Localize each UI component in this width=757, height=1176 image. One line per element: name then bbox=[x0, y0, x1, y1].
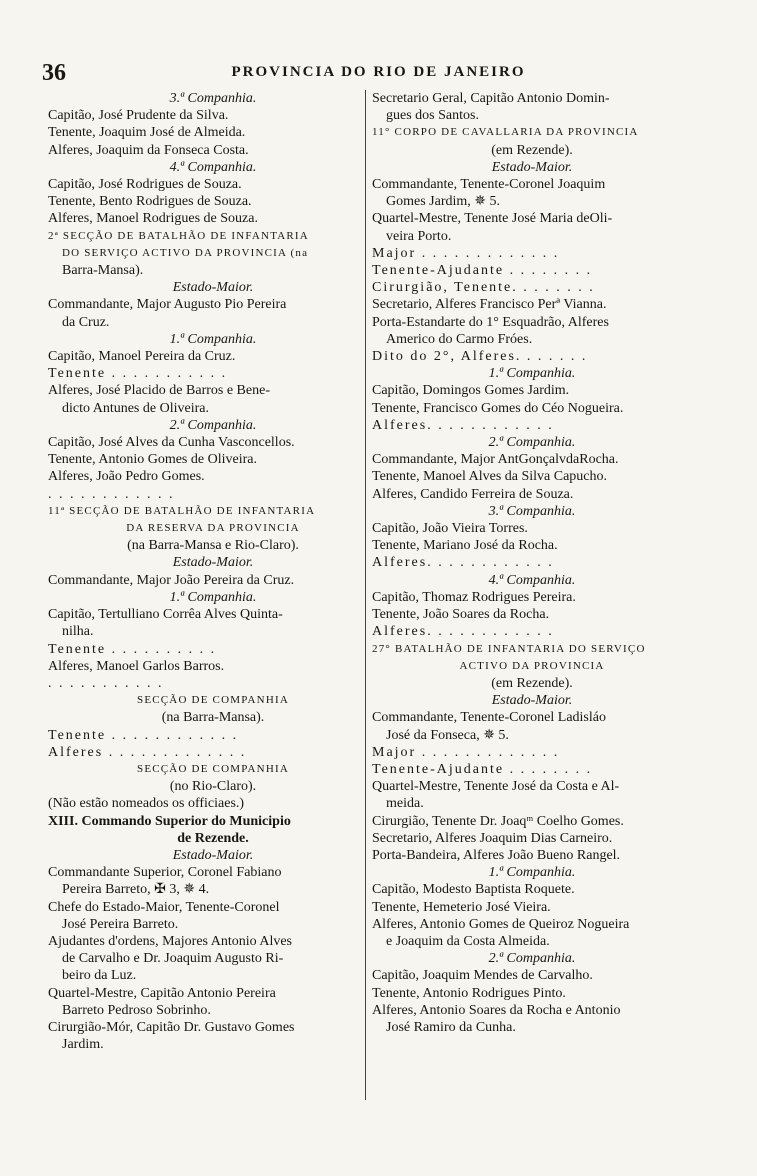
right-column-line: Porta-Bandeira, Alferes João Bueno Rangel. bbox=[372, 847, 621, 863]
left-column-line: Chefe do Estado-Maior, Tenente-Coronel bbox=[48, 899, 280, 915]
left-column-line: Capitão, José Alves da Cunha Vasconcellos. bbox=[48, 435, 295, 451]
right-column-line: 4.ª Companhia. bbox=[488, 572, 576, 588]
right-column-line: ACTIVO DA PROVINCIA bbox=[459, 659, 605, 672]
right-column-line: Alferes. . . . . . . . . . . . bbox=[372, 417, 554, 433]
left-column-line: Quartel-Mestre, Capitão Antonio Pereira bbox=[48, 985, 276, 1001]
left-column-line: Commandante Superior, Coronel Fabiano bbox=[48, 865, 282, 881]
left-column-line: nilha. bbox=[62, 624, 94, 640]
left-column-line: de Carvalho e Dr. Joaquim Augusto Ri- bbox=[62, 951, 284, 967]
left-column-line: . . . . . . . . . . . bbox=[48, 675, 164, 691]
right-column-line: Major . . . . . . . . . . . . . bbox=[372, 744, 560, 760]
right-column-line: Commandante, Tenente-Coronel Joaquim bbox=[372, 177, 606, 193]
left-column-line: Tenente . . . . . . . . . . . . bbox=[48, 727, 239, 743]
right-column-line: 11° CORPO DE CAVALLARIA DA PROVINCIA bbox=[372, 126, 639, 139]
left-column-line: Pereira Barreto, ✠ 3, ✵ 4. bbox=[62, 882, 210, 898]
right-column-line: Capitão, Thomaz Rodrigues Pereira. bbox=[372, 589, 576, 605]
left-column-line: Alferes, Manoel Garlos Barros. bbox=[48, 658, 225, 674]
right-column-line: 1.ª Companhia. bbox=[488, 865, 576, 881]
left-column-line: 3.ª Companhia. bbox=[169, 91, 257, 106]
left-column-line: Barreto Pedroso Sobrinho. bbox=[62, 1002, 211, 1018]
left-column-line: Tenente . . . . . . . . . . . bbox=[48, 366, 228, 382]
right-column-line: Secretario, Alferes Joaquim Dias Carneiro. bbox=[372, 830, 613, 846]
right-column-line: Americo do Carmo Fróes. bbox=[386, 331, 533, 347]
left-column-line: 2.ª Companhia. bbox=[169, 417, 257, 433]
left-column-line: Cirurgião-Mór, Capitão Dr. Gustavo Gomes bbox=[48, 1019, 295, 1035]
right-column-line: Estado-Maior. bbox=[491, 693, 573, 709]
right-column-line: Quartel-Mestre, Tenente José da Costa e Al- bbox=[372, 779, 620, 795]
right-column bbox=[372, 90, 692, 1036]
left-column-line: 2ª SECÇÃO DE BATALHÃO DE INFANTARIA bbox=[48, 229, 309, 242]
left-column-line: Capitão, Manoel Pereira da Cruz. bbox=[48, 349, 236, 365]
right-column-line: Alferes, Candido Ferreira de Souza. bbox=[372, 486, 574, 502]
right-column-line: Tenente, Antonio Rodrigues Pinto. bbox=[372, 985, 566, 1001]
left-column-line: Tenente, Joaquim José de Almeida. bbox=[48, 125, 246, 141]
right-column-line: Alferes. . . . . . . . . . . . bbox=[372, 555, 554, 571]
left-column-line: da Cruz. bbox=[62, 314, 110, 330]
left-column-line: (no Rio-Claro). bbox=[169, 779, 257, 795]
right-column-line: Dito do 2°, Alferes. . . . . . . bbox=[372, 349, 588, 365]
right-column-line: Commandante, Tenente-Coronel Ladisláo bbox=[372, 710, 606, 726]
left-column-line: Commandante, Major João Pereira da Cruz. bbox=[48, 572, 295, 588]
right-column-line: Estado-Maior. bbox=[491, 159, 573, 175]
right-column-line: Secretario Geral, Capitão Antonio Domin- bbox=[372, 91, 610, 106]
right-column-line: 3.ª Companhia. bbox=[488, 503, 576, 519]
right-column-line: 1.ª Companhia. bbox=[488, 366, 576, 382]
left-column-line: Capitão, José Rodrigues de Souza. bbox=[48, 177, 242, 193]
left-column-line: DO SERVIÇO ACTIVO DA PROVINCIA (na bbox=[62, 246, 309, 259]
right-column-line: (em Rezende). bbox=[491, 675, 573, 691]
left-column-line: DA RESERVA DA PROVINCIA bbox=[126, 522, 300, 535]
right-column-line: veira Porto. bbox=[386, 228, 452, 244]
left-column-line: (Não estão nomeados os officiaes.) bbox=[48, 796, 245, 812]
left-column-line: Alferes, José Placido de Barros e Bene- bbox=[48, 383, 270, 399]
right-column-line: Porta-Estandarte do 1° Esquadrão, Alferes bbox=[372, 314, 609, 330]
left-column-line: Jardim. bbox=[62, 1037, 104, 1053]
left-column-line: Capitão, José Prudente da Silva. bbox=[48, 108, 229, 124]
left-column-line: SECÇÃO DE COMPANHIA bbox=[137, 762, 289, 775]
right-column-line: Capitão, Modesto Baptista Roquete. bbox=[372, 882, 575, 898]
left-column-line: Barra-Mansa). bbox=[62, 263, 144, 279]
left-column-line: 1.ª Companhia. bbox=[169, 589, 257, 605]
column-divider bbox=[365, 90, 366, 1100]
left-column-line: dicto Antunes de Oliveira. bbox=[62, 400, 209, 416]
right-column-line: Secretario, Alferes Francisco Perª Vianna. bbox=[372, 297, 607, 313]
right-column-line: e Joaquim da Costa Almeida. bbox=[386, 933, 550, 949]
right-column-line: Tenente, João Soares da Rocha. bbox=[372, 607, 550, 623]
right-column-line: Capitão, João Vieira Torres. bbox=[372, 521, 528, 537]
page-number: 36 bbox=[42, 60, 66, 86]
left-column-line: Estado-Maior. bbox=[172, 280, 254, 296]
right-column-line: 27° BATALHÃO DE INFANTARIA DO SERVIÇO bbox=[372, 642, 646, 655]
right-column-line: Tenente, Mariano José da Rocha. bbox=[372, 538, 558, 554]
left-column-line: (na Barra-Mansa). bbox=[161, 710, 265, 726]
left-column-line: 4.ª Companhia. bbox=[169, 159, 257, 175]
right-column-line: Tenente, Francisco Gomes do Céo Nogueira. bbox=[372, 400, 624, 416]
left-column-line: Estado-Maior. bbox=[172, 847, 254, 863]
right-column-line: Commandante, Major AntGonçalvdaRocha. bbox=[372, 452, 619, 468]
right-column-line: Tenente, Manoel Alves da Silva Capucho. bbox=[372, 469, 608, 485]
right-column-line: Alferes, Antonio Gomes de Queiroz Nogueira bbox=[372, 916, 630, 932]
right-column-line: Tenente-Ajudante . . . . . . . . bbox=[372, 761, 593, 777]
right-column-line: Alferes, Antonio Soares da Rocha e Antonio bbox=[372, 1002, 621, 1018]
right-column-line: Tenente, Hemeterio José Vieira. bbox=[372, 899, 551, 915]
right-column-line: Cirurgião, Tenente. . . . . . . . bbox=[372, 280, 595, 296]
right-column-line: meida. bbox=[386, 796, 424, 812]
left-column-line: Alferes . . . . . . . . . . . . . bbox=[48, 744, 247, 760]
right-column-line: Major . . . . . . . . . . . . . bbox=[372, 245, 560, 261]
left-column-line: Alferes, Manoel Rodrigues de Souza. bbox=[48, 211, 258, 227]
right-column-line: (em Rezende). bbox=[491, 142, 573, 158]
left-column-line: Alferes, João Pedro Gomes. bbox=[48, 469, 205, 485]
left-column-line: Tenente, Antonio Gomes de Oliveira. bbox=[48, 452, 257, 468]
left-column-line: XIII. Commando Superior do Municipio bbox=[48, 813, 291, 829]
right-column-line: Capitão, Domingos Gomes Jardim. bbox=[372, 383, 570, 399]
left-column-line: Alferes, Joaquim da Fonseca Costa. bbox=[48, 142, 249, 158]
left-column-line: Tenente . . . . . . . . . . bbox=[48, 641, 217, 657]
right-column-line: 2.ª Companhia. bbox=[488, 951, 576, 967]
running-header: PROVINCIA DO RIO DE JANEIRO bbox=[231, 64, 526, 80]
left-column-line: Estado-Maior. bbox=[172, 555, 254, 571]
right-column-line: Capitão, Joaquim Mendes de Carvalho. bbox=[372, 968, 593, 984]
left-column-line: Ajudantes d'ordens, Majores Antonio Alves bbox=[48, 933, 292, 949]
right-column-line: 2.ª Companhia. bbox=[488, 435, 576, 451]
left-column-line: de Rezende. bbox=[177, 830, 249, 846]
right-column-line: Tenente-Ajudante . . . . . . . . bbox=[372, 263, 593, 279]
left-column-line: 11ª SECÇÃO DE BATALHÃO DE INFANTARIA bbox=[48, 504, 316, 517]
right-column-line: Gomes Jardim, ✵ 5. bbox=[386, 194, 500, 210]
left-column-line: Tenente, Bento Rodrigues de Souza. bbox=[48, 194, 252, 210]
left-column-line: 1.ª Companhia. bbox=[169, 331, 257, 347]
right-column-line: gues dos Santos. bbox=[386, 108, 479, 124]
right-column-line: Alferes. . . . . . . . . . . . bbox=[372, 624, 554, 640]
left-column bbox=[48, 90, 378, 1053]
left-column-line: José Pereira Barreto. bbox=[62, 916, 179, 932]
right-column-line: Cirurgião, Tenente Dr. Joaqᵐ Coelho Gomes. bbox=[372, 813, 624, 829]
left-column-line: Capitão, Tertulliano Corrêa Alves Quinta- bbox=[48, 607, 283, 623]
left-column-line: Commandante, Major Augusto Pio Pereira bbox=[48, 297, 287, 313]
left-column-line: . . . . . . . . . . . . bbox=[48, 486, 175, 502]
right-column-line: José da Fonseca, ✵ 5. bbox=[386, 727, 509, 743]
left-column-line: beiro da Luz. bbox=[62, 968, 137, 984]
left-column-line: (na Barra-Mansa e Rio-Claro). bbox=[127, 538, 299, 554]
right-column-line: Quartel-Mestre, Tenente José Maria deOli- bbox=[372, 211, 613, 227]
left-column-line: SECÇÃO DE COMPANHIA bbox=[137, 694, 289, 707]
right-column-line: José Ramiro da Cunha. bbox=[386, 1019, 516, 1035]
